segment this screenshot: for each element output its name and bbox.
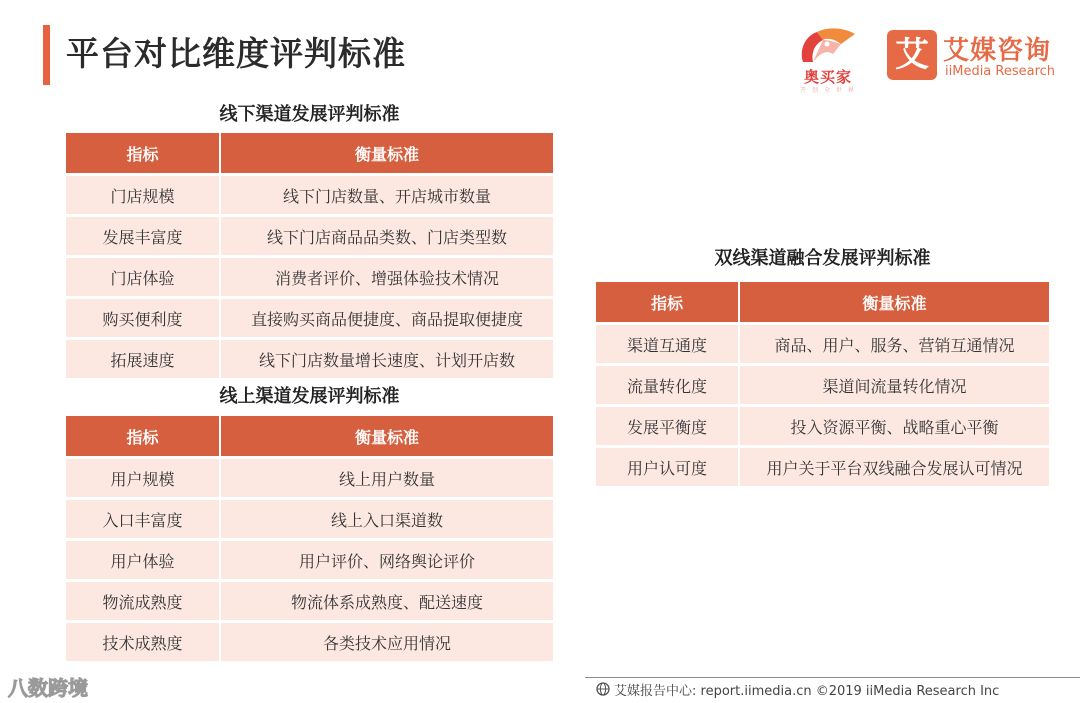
iimedia-mark-icon: 艾 xyxy=(887,30,937,80)
table-row xyxy=(66,296,553,337)
offline-section-title: 线下渠道发展评判标准 xyxy=(219,104,400,125)
criteria-cell: 各类技术应用情况 xyxy=(221,620,553,661)
online-section-title: 线上渠道发展评判标准 xyxy=(219,386,400,407)
watermark: 八数跨境 xyxy=(8,676,88,700)
table-row xyxy=(596,363,1049,404)
indicator-cell: 渠道互通度 xyxy=(596,322,740,363)
indicator-cell: 技术成熟度 xyxy=(66,620,221,661)
criteria-cell: 消费者评价、增强体验技术情况 xyxy=(221,255,553,296)
indicator-cell: 购买便利度 xyxy=(66,296,221,337)
indicator-cell: 用户体验 xyxy=(66,538,221,579)
online-header-criteria: 衡量标准 xyxy=(221,416,553,456)
table-row xyxy=(596,322,1049,363)
table-row xyxy=(66,214,553,255)
online-table xyxy=(66,416,553,661)
aomaijia-name: 奥买家 xyxy=(803,68,852,86)
dual-table xyxy=(596,282,1049,486)
criteria-cell: 线下门店商品品类数、门店类型数 xyxy=(221,214,553,255)
iimedia-cn-name: 艾媒咨询 xyxy=(943,36,1052,66)
table-row xyxy=(66,337,553,378)
online-header-indicator: 指标 xyxy=(66,416,221,456)
indicator-cell: 入口丰富度 xyxy=(66,497,221,538)
dual-section-title: 双线渠道融合发展评判标准 xyxy=(714,248,931,269)
globe-icon xyxy=(596,682,610,696)
offline-table xyxy=(66,133,553,378)
indicator-cell: 拓展速度 xyxy=(66,337,221,378)
indicator-cell: 门店规模 xyxy=(66,173,221,214)
dual-header-indicator: 指标 xyxy=(596,282,740,322)
iimedia-en-name: iiMedia Research xyxy=(945,64,1056,79)
iimedia-logo xyxy=(885,30,1065,84)
table-row xyxy=(66,173,553,214)
table-row xyxy=(596,445,1049,486)
criteria-cell: 物流体系成熟度、配送速度 xyxy=(221,579,553,620)
indicator-cell: 发展丰富度 xyxy=(66,214,221,255)
criteria-cell: 线上用户数量 xyxy=(221,456,553,497)
criteria-cell: 用户评价、网络舆论评价 xyxy=(221,538,553,579)
table-row xyxy=(66,255,553,296)
offline-header-indicator: 指标 xyxy=(66,133,221,173)
table-row xyxy=(66,579,553,620)
indicator-cell: 用户规模 xyxy=(66,456,221,497)
table-row xyxy=(66,620,553,661)
indicator-cell: 用户认可度 xyxy=(596,445,740,486)
criteria-cell: 用户关于平台双线融合发展认可情况 xyxy=(740,445,1049,486)
footer-source: 艾媒报告中心: report.iimedia.cn ©2019 iiMedia Research Inc xyxy=(614,684,1000,699)
criteria-cell: 线下门店数量增长速度、计划开店数 xyxy=(221,337,553,378)
offline-header-criteria: 衡量标准 xyxy=(221,133,553,173)
criteria-cell: 直接购买商品便捷度、商品提取便捷度 xyxy=(221,296,553,337)
aomaijia-logo xyxy=(793,24,863,96)
indicator-cell: 门店体验 xyxy=(66,255,221,296)
indicator-cell: 发展平衡度 xyxy=(596,404,740,445)
criteria-cell: 线下门店数量、开店城市数量 xyxy=(221,173,553,214)
title-accent-bar xyxy=(43,25,50,85)
footer-divider xyxy=(585,677,1080,678)
dual-header-criteria: 衡量标准 xyxy=(740,282,1049,322)
indicator-cell: 流量转化度 xyxy=(596,363,740,404)
table-row xyxy=(66,538,553,579)
criteria-cell: 商品、用户、服务、营销互通情况 xyxy=(740,322,1049,363)
table-row xyxy=(596,404,1049,445)
table-row xyxy=(66,456,553,497)
aomaijia-tagline: 开 创 全 世 界 xyxy=(800,87,856,94)
indicator-cell: 物流成熟度 xyxy=(66,579,221,620)
criteria-cell: 投入资源平衡、战略重心平衡 xyxy=(740,404,1049,445)
page-title: 平台对比维度评判标准 xyxy=(66,34,406,73)
criteria-cell: 渠道间流量转化情况 xyxy=(740,363,1049,404)
criteria-cell: 线上入口渠道数 xyxy=(221,497,553,538)
bird-icon xyxy=(793,24,863,68)
table-row xyxy=(66,497,553,538)
